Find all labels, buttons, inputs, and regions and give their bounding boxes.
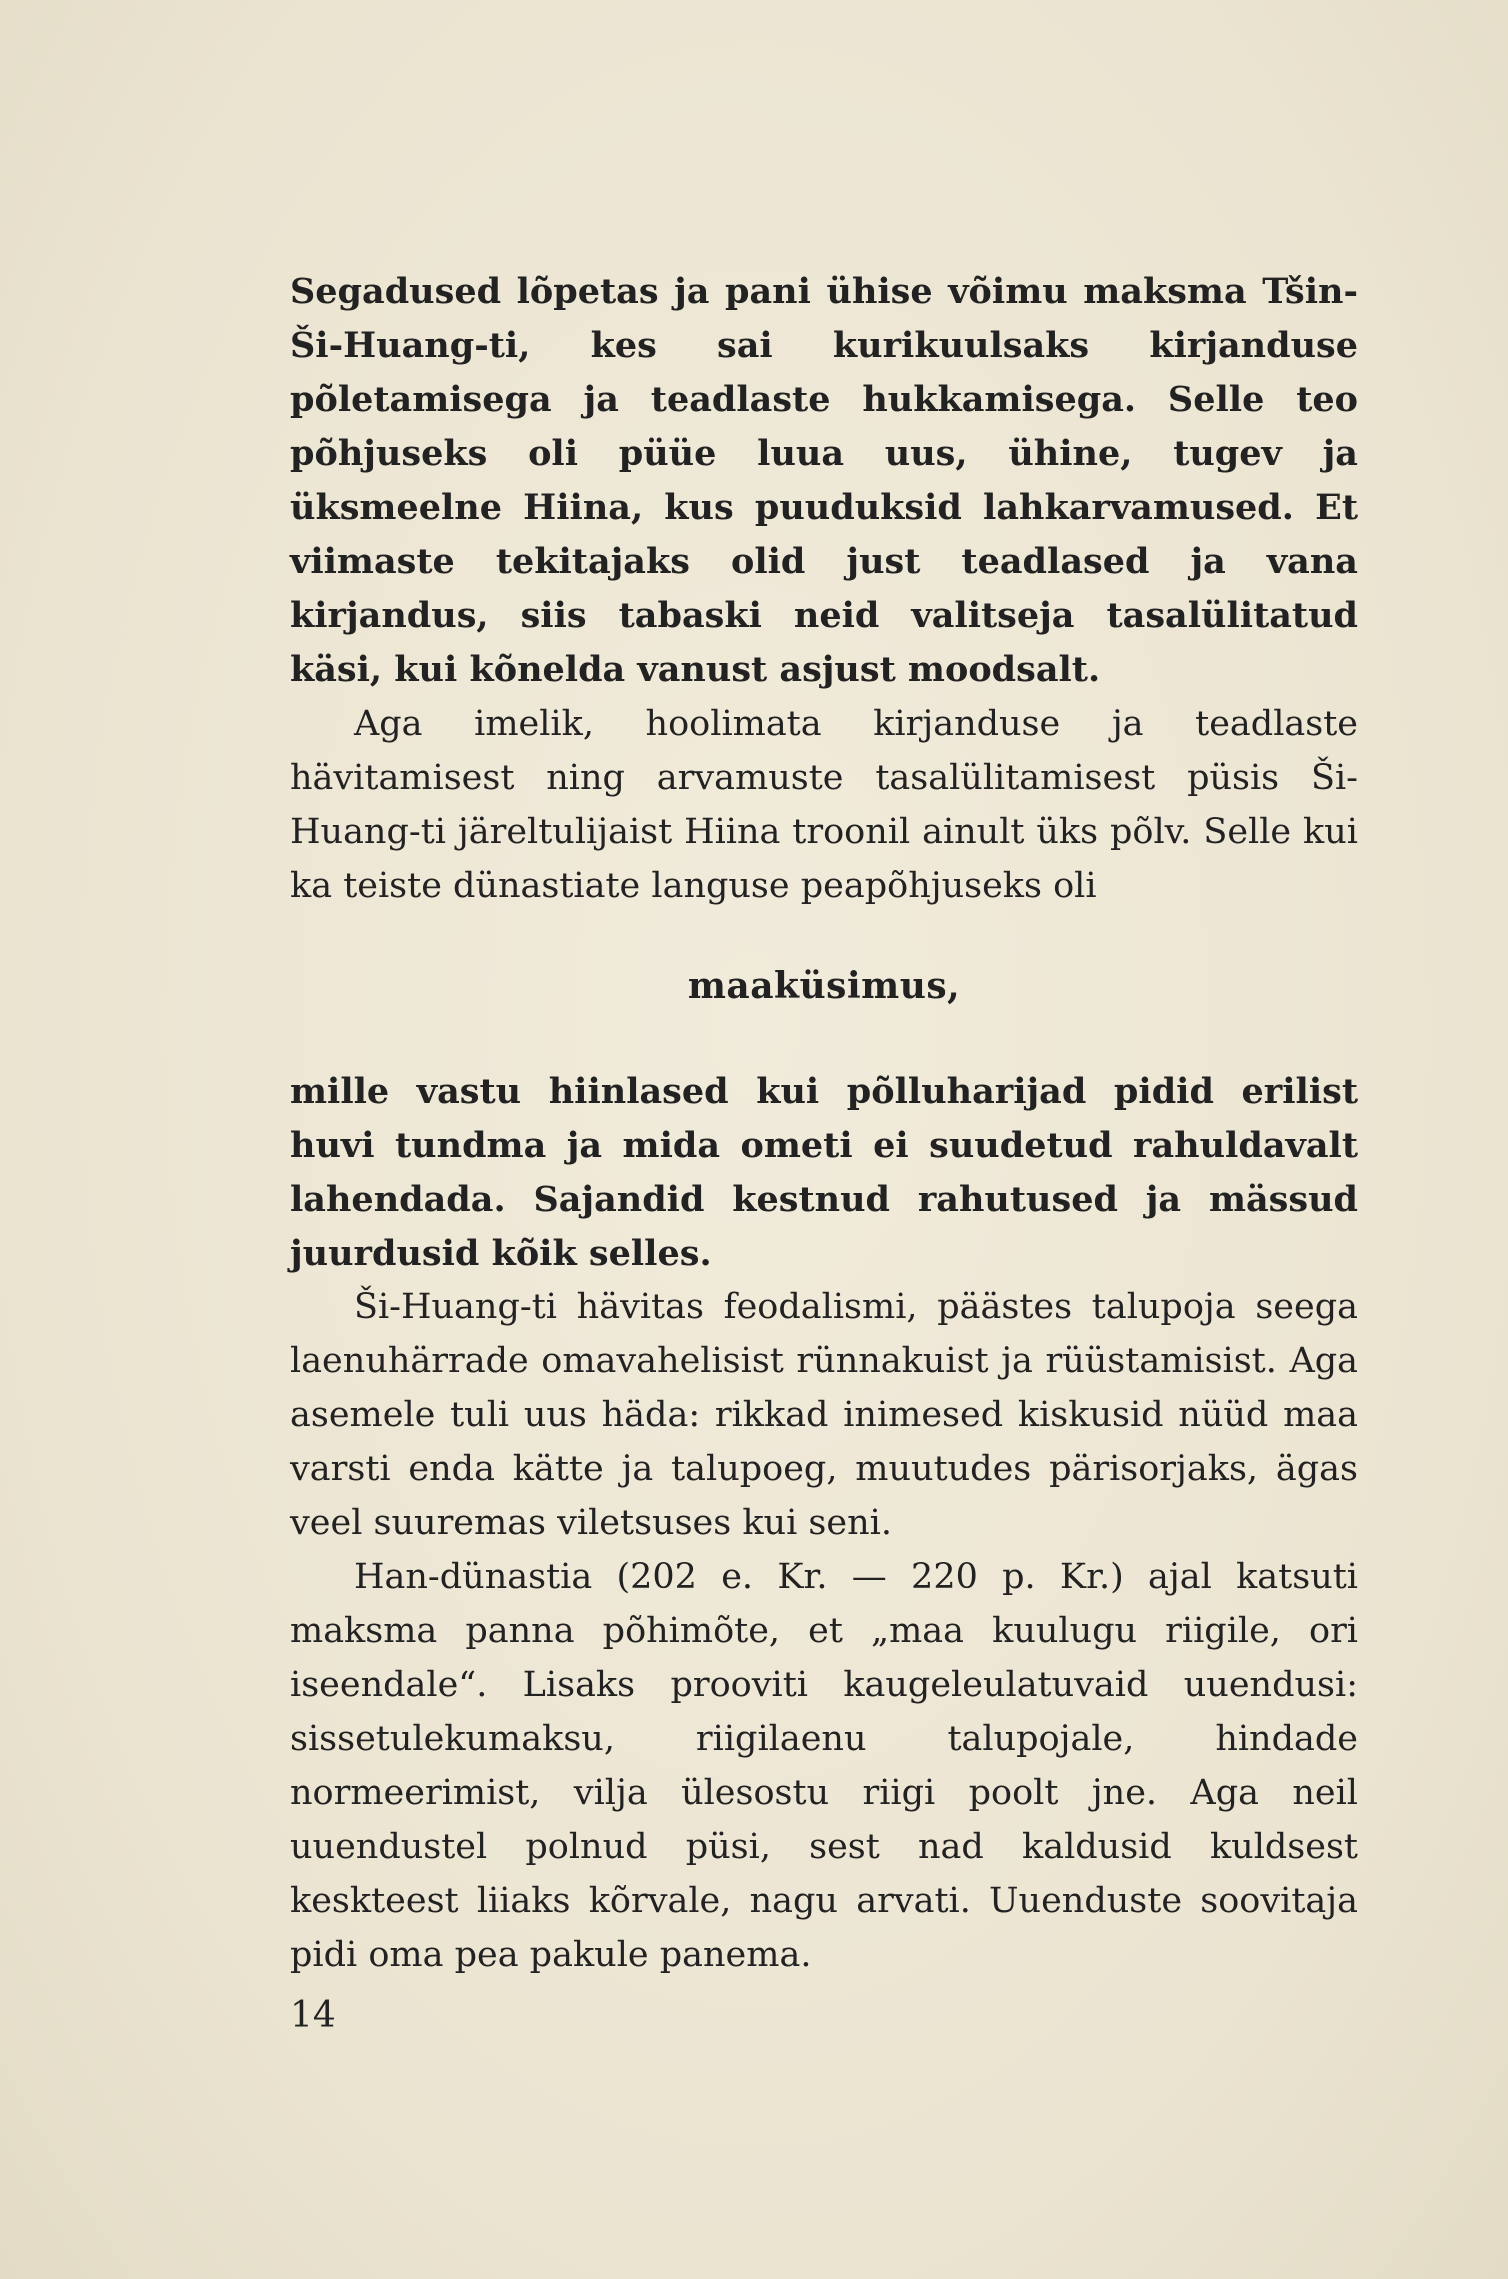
paragraph-3: mille vastu hiinlased kui põlluharijad pidid erilist huvi tundma ja mida ometi ei suudetud rahuldavalt lahendada. Sajandid kestnud rahutused ja mässud juurdusid kõik selles. xyxy=(290,1071,1358,1274)
paragraph-1: Segadused lõpetas ja pani ühise võimu maksma Tšin-Ši-Huang-ti, kes sai kurikuulsaks kirjanduse põletamisega ja teadlaste hukkamisega. Selle teo põhjuseks oli püüe luua uus, ühine, tugev ja üksmeelne Hiina, kus puuduksid lahkarvamused. Et viimaste tekitajaks olid just teadlased ja vana kirjandus, siis tabaski neid valitseja tasalülitatud käsi, kui kõnelda vanust asjust moodsalt. xyxy=(290,271,1358,690)
section-heading: maaküsimus, xyxy=(687,965,961,1007)
text-block-bottom xyxy=(290,1280,1358,1982)
paragraph-5: Han-dünastia (202 e. Kr. — 220 p. Kr.) ajal katsuti maksma panna põhimõte, et „maa kuulugu riigile, ori iseendale“. Lisaks prooviti kaugeleulatuvaid uuendusi: sissetulekumaksu, riigilaenu talupojale, hindade normeerimist, vilja ülesostu riigi poolt jne. Aga neil uuendustel polnud püsi, sest nad kaldusid kuldsest keskteest liiaks kõrvale, nagu arvati. Uuenduste soovitaja pidi oma pea pakule panema. xyxy=(290,1557,1358,1975)
paragraph-2: Aga imelik, hoolimata kirjanduse ja teadlaste hävitamisest ning arvamuste tasalülitamisest püsis Ši-Huang-ti järeltulijaist Hiina troonil ainult üks põlv. Selle kui ka teiste dünastiate languse peapõhjuseks oli xyxy=(290,704,1358,906)
text-block-top xyxy=(290,265,1358,913)
paragraph-4: Ši-Huang-ti hävitas feodalismi, päästes talupoja seega laenuhärrade omavahelisist rünnakuist ja rüüstamisist. Aga asemele tuli uus häda: rikkad inimesed kiskusid nüüd maa varsti enda kätte ja talupoeg, muutudes pärisorjaks, ägas veel suuremas viletsuses kui seni. xyxy=(290,1287,1358,1543)
page-number: 14 xyxy=(290,1995,336,2036)
text-block-middle xyxy=(290,1065,1358,1281)
